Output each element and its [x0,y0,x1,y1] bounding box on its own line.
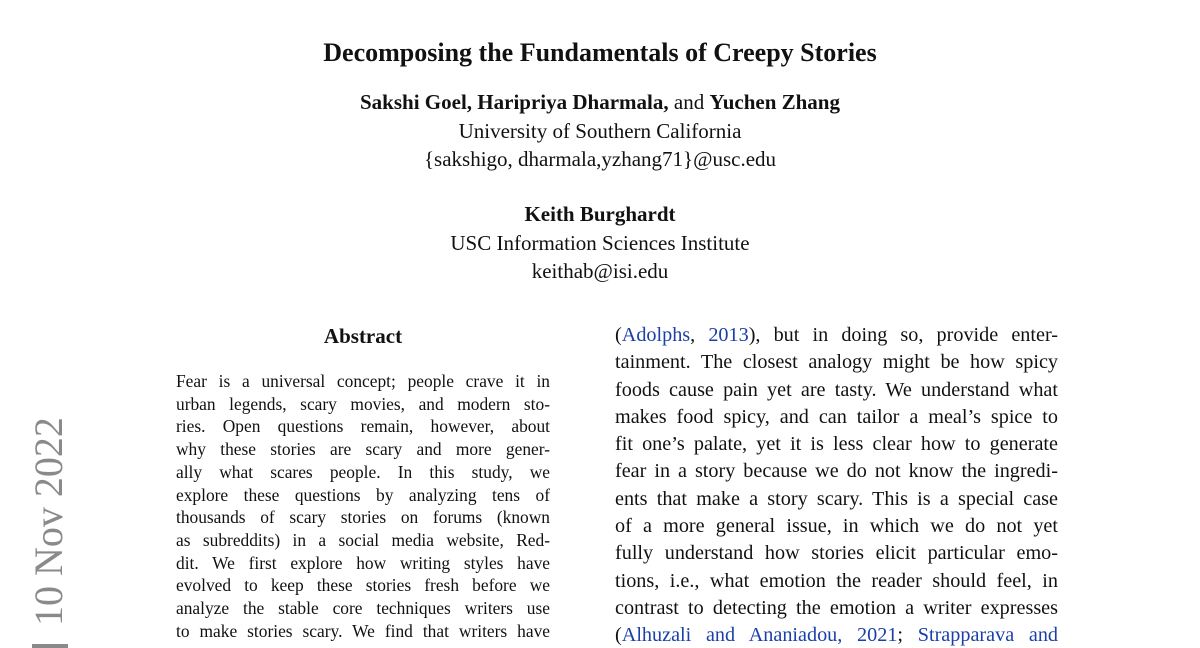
intro-line: foods cause pain yet are tasty. We understand what [615,378,1058,401]
arxiv-sidebar-stamp [26,417,72,648]
intro-line: fear in a story because we do not know the ingredi- [615,460,1058,483]
citation-link[interactable]: 2013 [708,324,749,346]
abstract-body [176,370,550,648]
arxiv-stamp-bar [32,644,68,648]
abstract-line: thousands of scary stories on forums (known [176,507,550,528]
abstract-line: to make stories scary. We find that writers have [176,620,550,641]
abstract-line: ally what scares people. In this study, we [176,461,550,482]
author-email: keithab@isi.edu [531,259,669,283]
abstract-line: analyze the stable core techniques writers use [176,598,550,619]
author-name: Keith Burghardt [524,202,676,226]
abstract-line: urban legends, scary movies, and modern sto- [176,393,550,414]
abstract-line: Fear is a universal concept; people crave it in [176,371,550,391]
intro-line: fit one’s palate, yet it is less clear how to generate [615,433,1058,456]
intro-text: ), but in doing so, provide enter- [748,324,1058,346]
abstract-line: explore these questions by analyzing tens of [176,484,550,505]
intro-line: tainment. The closest analogy might be how spicy [615,351,1058,374]
citation-link[interactable]: Alhuzali and Ananiadou, 2021 [621,624,898,647]
author-list [0,88,1200,116]
paper-title: Decomposing the Fundamentals of Creepy Stories [323,38,877,67]
abstract-line: evolved to keep these stories fresh before we [176,575,550,596]
intro-line: contrast to detecting the emotion a writer expresses [615,596,1058,619]
citation-link[interactable]: Strapparava and [917,624,1058,647]
intro-line: tions, i.e., what emotion the reader should feel, in [615,569,1058,592]
abstract-heading: Abstract [323,324,403,348]
affiliation: University of Southern California [458,119,742,143]
abstract-line: as subreddits) in a social media website, Red- [176,529,550,550]
intro-line: (Adolphs, 2013), but in doing so, provide enter- [615,324,1058,346]
author-conjunction: and [673,90,705,114]
abstract-line: dit. We first explore how writing styles have [176,552,550,573]
intro-line: makes food spicy, and can tailor a meal’s spice to [615,405,1058,428]
intro-line: ents that make a story scary. This is a special case [615,487,1058,510]
arxiv-date: 10 Nov 2022 [26,417,71,626]
author-name: Sakshi Goel, [360,90,473,114]
intro-line: of a more general issue, in which we do not yet [615,515,1058,538]
intro-line: fully understand how stories elicit particular emo- [615,542,1058,565]
abstract-line: why these stories are scary and more gener- [176,439,550,460]
intro-column [615,322,1058,648]
affiliation: USC Information Sciences Institute [450,231,750,255]
citation-link[interactable]: Adolphs [621,324,691,346]
author-name: Haripriya Dharmala, [477,90,669,114]
abstract-line: ries. Open questions remain, however, about [176,416,550,437]
intro-line: (Alhuzali and Ananiadou, 2021; Strapparava and [615,624,1058,647]
author-name: Yuchen Zhang [709,90,840,114]
author-email: {sakshigo, dharmala,yzhang71}@usc.edu [423,147,777,171]
